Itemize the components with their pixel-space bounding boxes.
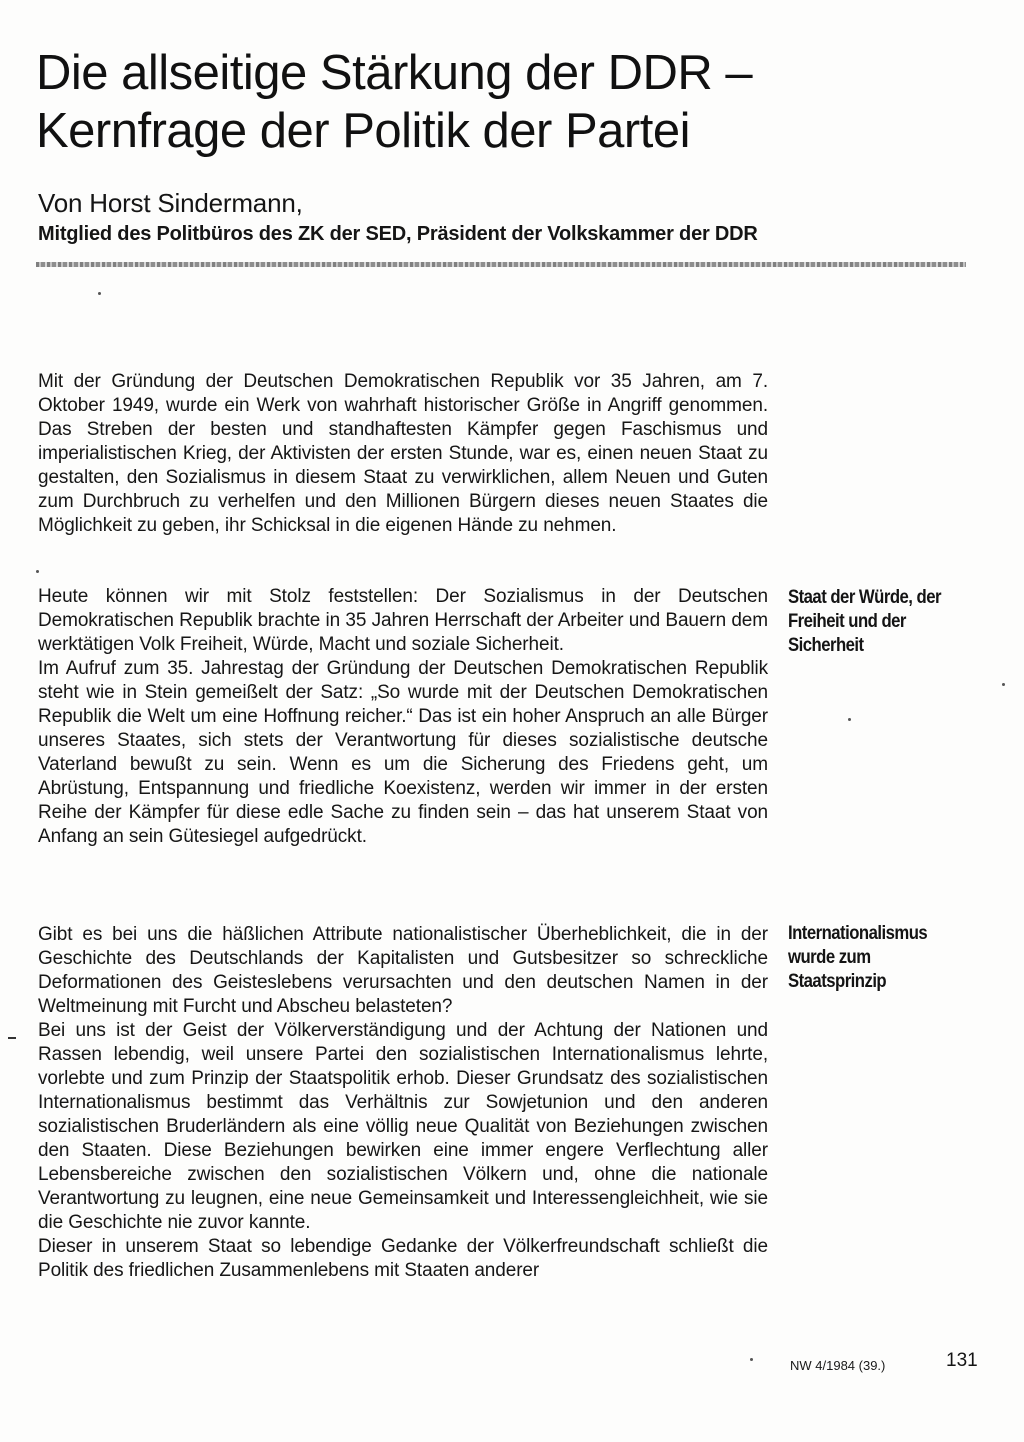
scan-mark	[8, 1037, 16, 1039]
author-name: Von Horst Sindermann,	[38, 188, 303, 218]
paragraph: Bei uns ist der Geist der Völkerverständigung und der Achtung der Nationen und Rassen lebendig, weil unsere Partei den sozialistischen Internationalismus lehrte, vorlebte und zum Prinzip der Staatspolitik erhob. Dieser Grundsatz des sozialistischen Internationalismus bestimmt das Verhältnis zur Sowjetunion und den anderen sozialistischen Bruderländern als eine völlig neue Qualität von Beziehungen zwischen den Staaten. Diese Beziehungen bewirken eine immer engere Verflechtung aller Lebensbereiche zwischen den sozialistischen Völkern und, ohne die nationale Verantwortung zu leugnen, eine neue Gemeinsamkeit und Interessengleichheit, wie sie die Geschichte nie zuvor kannte.	[38, 1020, 768, 1233]
paragraph: Mit der Gründung der Deutschen Demokratischen Republik vor 35 Jahren, am 7. Oktober 1949, wurde ein Werk von wahrhaft historischer Größe in Angriff genommen. Das Streben der besten und standhaftesten Kämpfer gegen Faschismus und imperialistischen Krieg, der Aktivisten der ersten Stunde, war es, einen neuen Staat zu gestalten, den Sozialismus in diesem Staat zu verwirklichen, allem Neuen und Guten zum Durchbruch zu verhelfen und den Millionen Bürgern dieses neuen Staates die Möglichkeit zu geben, ihr Schicksal in die eigenen Hände zu nehmen.	[38, 371, 768, 536]
paragraph: Gibt es bei uns die häßlichen Attribute nationalistischer Überheblichkeit, die in der Geschichte des Deutschlands der Kapitalisten und Gutsbesitzer so schreckliche Deformationen des Geisteslebens verursachten und den deutschen Namen in der Weltmeinung mit Furcht und Abscheu belasteten?	[38, 924, 768, 1017]
scan-speck	[36, 570, 39, 573]
title-line-2: Kernfrage der Politik der Partei	[36, 104, 690, 158]
author-block	[38, 188, 978, 248]
body-section-3	[38, 923, 768, 1283]
scan-speck	[98, 292, 101, 295]
page-number: 131	[946, 1350, 978, 1371]
scan-speck	[848, 718, 851, 721]
margin-note-freedom: Staat der Würde, der Freiheit und der Sicherheit	[788, 587, 941, 656]
margin-note-internationalism: Internationalismus wurde zum Staatsprinzip	[788, 923, 928, 992]
issue-reference: NW 4/1984 (39.)	[790, 1358, 886, 1373]
body-section-2	[38, 585, 768, 849]
scan-speck	[750, 1358, 753, 1361]
scan-speck	[1002, 683, 1005, 686]
article-title	[36, 44, 996, 160]
author-role: Mitglied des Politbüros des ZK der SED, Präsident der Volkskammer der DDR	[38, 223, 758, 245]
paragraph: Heute können wir mit Stolz feststellen: Der Sozialismus in der Deutschen Demokratischen Republik brachte in 35 Jahren Herrschaft der Arbeiter und Bauern dem werktätigen Volk Freiheit, Würde, Macht und soziale Sicherheit.	[38, 586, 768, 655]
paragraph: Im Aufruf zum 35. Jahrestag der Gründung der Deutschen Demokratischen Republik steht wie in Stein gemeißelt der Satz: „So wurde mit der Deutschen Demokratischen Republik die Welt um eine Hoffnung reicher.“ Das ist ein hoher Anspruch an alle Bürger unseres Staates, sich stets der Verantwortung für dieses sozialistische deutsche Vaterland bewußt zu sein. Wenn es um die Sicherung des Friedens geht, um Abrüstung, Entspannung und friedliche Koexistenz, werden wir immer in der ersten Reihe der Kämpfer für diese edle Sache zu finden sein – das hat unserem Staat von Anfang an sein Gütesiegel aufgedrückt.	[38, 658, 768, 847]
body-section-1	[38, 370, 768, 538]
title-line-1: Die allseitige Stärkung der DDR –	[36, 46, 753, 100]
header-rule	[36, 262, 966, 267]
paragraph: Dieser in unserem Staat so lebendige Gedanke der Völkerfreundschaft schließt die Politik des friedlichen Zusammenlebens mit Staaten anderer	[38, 1236, 768, 1281]
